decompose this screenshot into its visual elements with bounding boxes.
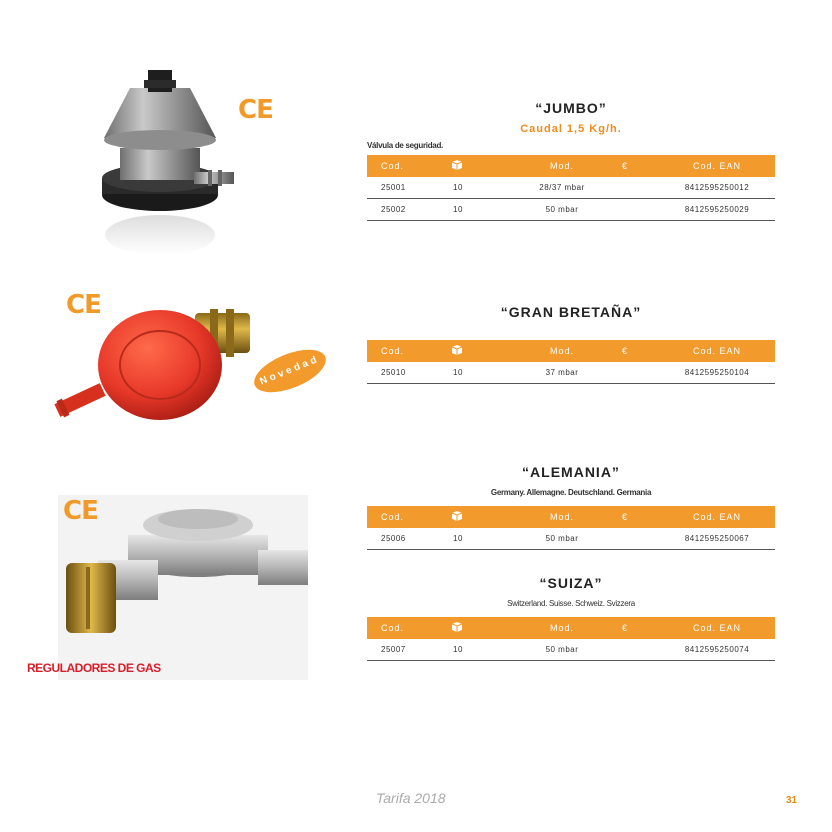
table-row [367, 528, 775, 550]
table-header [367, 340, 775, 362]
cell-box: 10 [453, 183, 463, 192]
cell-mod: 37 mbar [545, 368, 579, 377]
header-ean: Cod. EAN [692, 512, 742, 522]
table-header [367, 155, 775, 177]
table-header [367, 617, 775, 639]
cell-ean: 8412595250074 [684, 645, 750, 654]
cell-cod: 25002 [381, 205, 406, 214]
jumbo-regulator-image [90, 60, 240, 260]
header-price: € [622, 161, 629, 171]
header-cod: Cod. [381, 512, 405, 522]
box-icon [451, 621, 463, 635]
price-table [367, 506, 775, 550]
category-label: REGULADORES DE GAS [27, 661, 161, 675]
product-title: “JUMBO” [535, 100, 607, 116]
table-header [367, 506, 775, 528]
novedad-badge: Novedad [248, 341, 331, 401]
product-title: “GRAN BRETAÑA” [500, 304, 642, 320]
header-cod: Cod. [381, 623, 405, 633]
cell-mod: 50 mbar [545, 645, 579, 654]
cell-ean: 8412595250029 [684, 205, 750, 214]
header-ean: Cod. EAN [692, 346, 742, 356]
header-cod: Cod. [381, 346, 405, 356]
cell-cod: 25006 [381, 534, 406, 543]
product-note: Switzerland. Suisse. Schweiz. Svizzera [507, 599, 635, 608]
product-subtitle: Caudal 1,5 Kg/h. [520, 123, 622, 135]
cell-cod: 25010 [381, 368, 406, 377]
ce-mark-icon: CE [63, 496, 98, 526]
page-number: 31 [786, 795, 798, 806]
header-mod: Mod. [549, 161, 574, 171]
cell-box: 10 [453, 368, 463, 377]
ce-mark-icon: CE [238, 95, 273, 125]
price-table [367, 617, 775, 661]
product-note: Válvula de seguridad. [367, 141, 443, 150]
product-title: “SUIZA” [539, 575, 603, 591]
cell-cod: 25001 [381, 183, 406, 192]
price-table [367, 155, 775, 221]
cell-cod: 25007 [381, 645, 406, 654]
product-title: “ALEMANIA” [522, 464, 620, 480]
header-price: € [622, 512, 629, 522]
cell-mod: 50 mbar [545, 205, 579, 214]
product-note: Germany. Allemagne. Deutschland. Germania [490, 488, 652, 497]
header-ean: Cod. EAN [692, 623, 742, 633]
cell-box: 10 [453, 534, 463, 543]
table-row [367, 362, 775, 384]
price-table [367, 340, 775, 384]
cell-box: 10 [453, 645, 463, 654]
box-icon [451, 344, 463, 358]
cell-ean: 8412595250104 [684, 368, 750, 377]
box-icon [451, 159, 463, 173]
header-mod: Mod. [549, 512, 574, 522]
cell-ean: 8412595250067 [684, 534, 750, 543]
cell-ean: 8412595250012 [684, 183, 750, 192]
header-ean: Cod. EAN [692, 161, 742, 171]
header-mod: Mod. [549, 346, 574, 356]
header-mod: Mod. [549, 623, 574, 633]
table-row [367, 199, 775, 221]
ce-mark-icon: CE [66, 290, 101, 320]
cell-box: 10 [453, 205, 463, 214]
table-row [367, 639, 775, 661]
header-price: € [622, 623, 629, 633]
cell-mod: 50 mbar [545, 534, 579, 543]
header-cod: Cod. [381, 161, 405, 171]
footer-tarifa: Tarifa 2018 [376, 790, 446, 806]
table-row [367, 177, 775, 199]
box-icon [451, 510, 463, 524]
cell-mod: 28/37 mbar [539, 183, 585, 192]
header-price: € [622, 346, 629, 356]
